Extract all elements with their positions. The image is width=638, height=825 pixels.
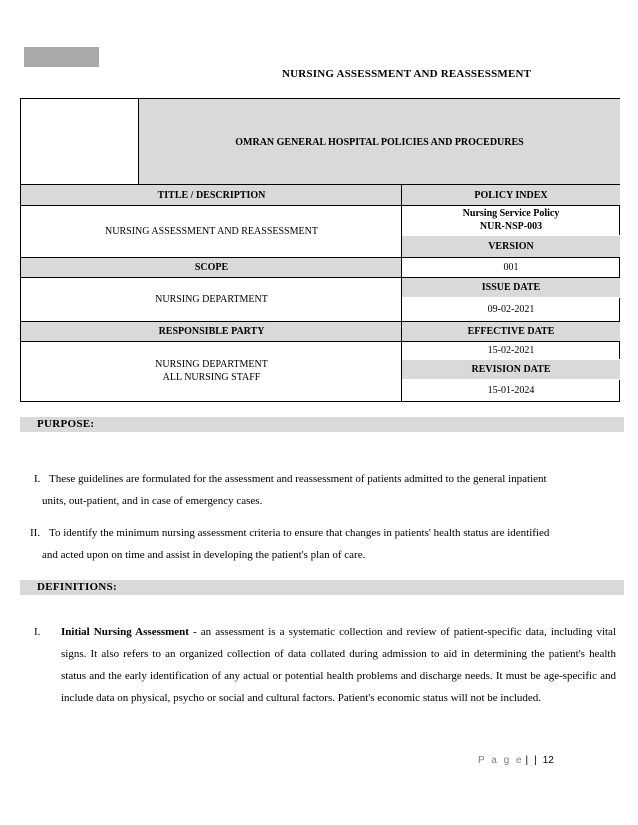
redacted-logo-block: [24, 47, 99, 67]
page-footer: P a g e | | 12: [478, 755, 554, 766]
table-divider: [401, 185, 402, 401]
responsible-line-1: NURSING DEPARTMENT: [155, 359, 268, 370]
definition-item-number: I.: [34, 626, 41, 638]
policy-index-value: [402, 205, 620, 235]
purpose-item-number: II.: [30, 527, 41, 539]
responsible-header: RESPONSIBLE PARTY: [21, 321, 402, 341]
scope-value: NURSING DEPARTMENT: [155, 293, 268, 305]
purpose-heading: PURPOSE:: [37, 418, 95, 430]
purpose-item-line: and acted upon on time and assist in developing the patient's plan of care.: [42, 549, 366, 561]
effective-date-header: EFFECTIVE DATE: [402, 321, 620, 341]
policy-index-header: POLICY INDEX: [402, 185, 620, 205]
definitions-heading: DEFINITIONS:: [37, 581, 118, 593]
purpose-item-line: units, out-patient, and in case of emergency cases.: [42, 495, 263, 507]
definitions-section-bar: [20, 580, 624, 595]
table-divider: [21, 341, 620, 342]
revision-date-value: 15-01-2024: [487, 384, 535, 396]
responsible-line-2: ALL NURSING STAFF: [162, 372, 261, 383]
policy-name: Nursing Service Policy: [462, 208, 560, 219]
issue-date-value: 09-02-2021: [487, 303, 535, 315]
purpose-item-line: These guidelines are formulated for the assessment and reassessment of patients admitted to the general inpatient: [49, 473, 547, 485]
table-divider: [21, 184, 620, 185]
hospital-heading: OMRAN GENERAL HOSPITAL POLICIES AND PROCEDURES: [139, 99, 620, 185]
issue-date-header: ISSUE DATE: [402, 277, 620, 297]
table-divider: [402, 235, 620, 236]
document-title: NURSING ASSESSMENT AND REASSESSMENT: [282, 68, 532, 80]
table-divider: [21, 277, 620, 278]
scope-header: SCOPE: [21, 257, 402, 277]
table-divider: [138, 99, 139, 185]
logo-cell: [21, 99, 139, 185]
table-divider: [21, 321, 620, 322]
effective-date-value: 15-02-2021: [487, 344, 535, 356]
page-label: P a g e: [478, 755, 524, 766]
table-divider: [402, 359, 620, 360]
table-divider: [402, 379, 620, 380]
version-header: VERSION: [402, 235, 620, 257]
definition-item: [61, 621, 616, 709]
purpose-section-bar: [20, 417, 624, 432]
purpose-item-number: I.: [34, 473, 41, 485]
policy-code: NUR-NSP-003: [479, 221, 543, 232]
policy-table: [20, 98, 620, 402]
title-header: TITLE / DESCRIPTION: [21, 185, 402, 205]
title-value: NURSING ASSESSMENT AND REASSESSMENT: [105, 225, 318, 237]
table-divider: [402, 297, 620, 298]
table-divider: [21, 257, 620, 258]
revision-date-header: REVISION DATE: [402, 359, 620, 379]
purpose-item-line: To identify the minimum nursing assessment criteria to ensure that changes in patients' health status are identified: [49, 527, 550, 539]
page-number: 12: [542, 755, 554, 766]
table-divider: [21, 205, 620, 206]
responsible-value: [21, 341, 402, 401]
definition-text: - an assessment is a systematic collection and review of patient-specific data, including vital signs. It also refers to an organized collection of data collated during admission to aid in determining the patient's health status and the early identification of any actual or potential health problems and discharge needs. It must be age-specific and include data on physical, psycho or social and cultural factors. Patient's economic status will not be included.: [61, 626, 616, 704]
version-value: 001: [503, 261, 519, 273]
definition-term: Initial Nursing Assessment: [61, 626, 189, 638]
